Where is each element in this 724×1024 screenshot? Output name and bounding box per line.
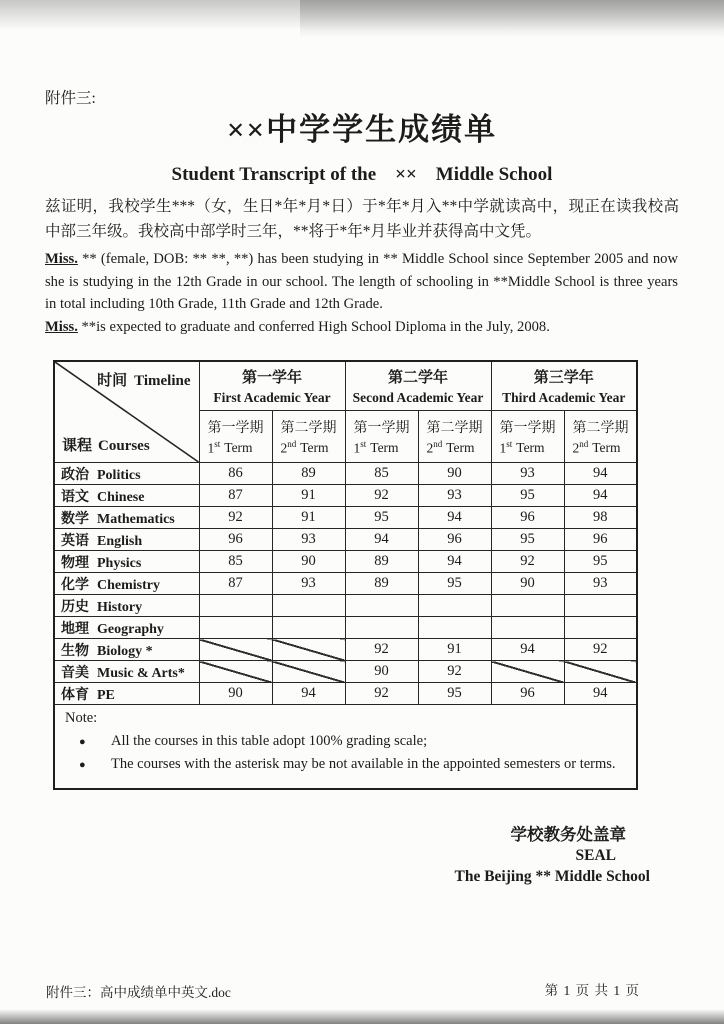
grade-cell [272, 595, 345, 617]
term-5-cn: 第一学期 [499, 420, 556, 436]
courses-header-cn: 课程 [62, 438, 93, 454]
grade-cell [272, 617, 345, 639]
grade-cell: 93 [418, 485, 491, 507]
transcript-table [53, 360, 638, 790]
grade-cell: 90 [345, 661, 418, 683]
term-6-en: 2nd Term [572, 438, 621, 456]
year-3-cn: 第三学年 [533, 370, 594, 387]
term-4-cn: 第二学期 [426, 420, 483, 436]
grade-cell: 86 [199, 463, 272, 485]
grade-cell: 96 [564, 529, 637, 551]
year-3-en: Third Academic Year [502, 390, 626, 406]
grade-cell [345, 617, 418, 639]
course-label: 数学 Mathematics [54, 507, 199, 529]
grade-cell: 95 [345, 507, 418, 529]
grade-cell: 85 [345, 463, 418, 485]
grade-cell: 93 [491, 463, 564, 485]
course-row-politics [54, 463, 637, 485]
course-label: 化学 Chemistry [54, 573, 199, 595]
grade-cell: 89 [272, 463, 345, 485]
grade-cell: 96 [418, 529, 491, 551]
grade-cell: 89 [345, 573, 418, 595]
grade-cell [345, 595, 418, 617]
grade-cell: 92 [345, 485, 418, 507]
grade-cell: 94 [564, 683, 637, 705]
table-row-academic-years [54, 361, 637, 411]
grade-cell: 92 [564, 639, 637, 661]
note-text: All the courses in this table adopt 100% grading scale; [111, 733, 428, 749]
term-header-5 [491, 411, 564, 463]
term-header-1 [199, 411, 272, 463]
grade-cell: 94 [272, 683, 345, 705]
grade-cell: 93 [564, 573, 637, 595]
grade-cell: 98 [564, 507, 637, 529]
term-header-2 [272, 411, 345, 463]
course-label: 历史 History [54, 595, 199, 617]
course-label: 地理 Geography [54, 617, 199, 639]
seal-line-seal: SEAL [575, 847, 616, 864]
course-row-pe [54, 683, 637, 705]
grade-cell [491, 595, 564, 617]
term-4-en: 2nd Term [426, 438, 475, 456]
course-row-music-arts [54, 661, 637, 683]
year-header-1 [199, 361, 345, 411]
grade-cell: 90 [272, 551, 345, 573]
courses-header [62, 434, 150, 455]
year-2-en: Second Academic Year [352, 390, 484, 406]
grade-cell: 91 [418, 639, 491, 661]
grade-cell [564, 661, 637, 683]
grade-cell: 93 [272, 573, 345, 595]
bullet-icon: ● [79, 759, 86, 771]
grade-cell: 90 [199, 683, 272, 705]
course-label: 体育 PE [54, 683, 199, 705]
term-header-3 [345, 411, 418, 463]
term-3-en: 1st Term [353, 438, 399, 456]
course-row-history [54, 595, 637, 617]
seal-block [455, 824, 651, 887]
course-row-mathematics [54, 507, 637, 529]
timeline-header-cn: 时间 [97, 373, 128, 389]
year-header-3 [491, 361, 637, 411]
page-subtitle: Student Transcript of the ×× Middle School [171, 164, 553, 185]
term-1-en: 1st Term [207, 438, 253, 456]
term-1-cn: 第一学期 [207, 420, 264, 436]
grade-cell: 92 [345, 639, 418, 661]
term-header-6 [564, 411, 637, 463]
note-bullet-line [65, 756, 626, 773]
grade-cell: 90 [491, 573, 564, 595]
grade-cell: 91 [272, 485, 345, 507]
grade-cell [272, 639, 345, 661]
grade-cell: 96 [491, 507, 564, 529]
courses-header-en: Courses [98, 438, 150, 454]
grade-cell [491, 617, 564, 639]
term-3-cn: 第一学期 [353, 420, 410, 436]
term-5-en: 1st Term [499, 438, 545, 456]
grade-cell [199, 617, 272, 639]
miss-label-1: Miss. [45, 251, 78, 267]
grade-cell [199, 639, 272, 661]
course-label: 物理 Physics [54, 551, 199, 573]
grade-cell: 95 [418, 683, 491, 705]
grade-cell: 94 [564, 463, 637, 485]
grade-cell: 94 [564, 485, 637, 507]
seal-line-school: The Beijing ** Middle School [454, 868, 650, 885]
note-cell [54, 705, 637, 790]
course-label: 生物 Biology * [54, 639, 199, 661]
scan-shadow-bottom [0, 1009, 724, 1024]
grade-cell [199, 595, 272, 617]
term-2-cn: 第二学期 [280, 420, 337, 436]
course-label: 语文 Chinese [54, 485, 199, 507]
grade-cell [564, 617, 637, 639]
course-row-chemistry [54, 573, 637, 595]
timeline-header [97, 369, 190, 390]
grade-cell: 89 [345, 551, 418, 573]
grade-cell: 92 [199, 507, 272, 529]
note-bullet-line [65, 733, 626, 750]
year-2-cn: 第二学年 [387, 370, 448, 387]
grade-cell: 96 [491, 683, 564, 705]
attachment-label: 附件三: [45, 90, 96, 107]
course-label: 英语 English [54, 529, 199, 551]
year-header-2 [345, 361, 491, 411]
footer-page-number: 第 1 页 共 1 页 [544, 983, 640, 998]
course-row-biology [54, 639, 637, 661]
year-1-en: First Academic Year [213, 390, 331, 406]
intro-paragraph-chinese: 兹证明，我校学生***（女，生日*年*月*日）于*年*月入**中学就读高中，现正在读我校高中部三年级。我校高中部学时三年，**将于*年*月毕业并获得高中文凭。 [45, 198, 679, 240]
grade-cell: 92 [491, 551, 564, 573]
course-row-geography [54, 617, 637, 639]
grade-cell: 87 [199, 485, 272, 507]
grade-cell: 90 [418, 463, 491, 485]
course-row-chinese [54, 485, 637, 507]
bullet-icon: ● [79, 736, 86, 748]
grade-cell [418, 595, 491, 617]
grade-cell: 95 [491, 529, 564, 551]
grade-cell [418, 617, 491, 639]
timeline-header-en: Timeline [134, 373, 191, 389]
page-title: ××中学学生成绩单 [226, 112, 498, 147]
grade-cell: 95 [564, 551, 637, 573]
grade-cell: 94 [418, 551, 491, 573]
corner-header-cell [54, 361, 199, 463]
grade-cell: 92 [345, 683, 418, 705]
footer-filename: 附件三：高中成绩单中英文.doc [46, 985, 231, 1000]
note-row [54, 705, 637, 790]
grade-cell: 94 [418, 507, 491, 529]
intro-paragraph-english [45, 248, 678, 338]
course-label: 政治 Politics [54, 463, 199, 485]
grade-cell: 91 [272, 507, 345, 529]
note-title: Note: [65, 710, 98, 726]
grade-cell [491, 661, 564, 683]
grade-cell: 92 [418, 661, 491, 683]
grade-cell: 95 [491, 485, 564, 507]
scan-shadow-top-right [300, 0, 724, 38]
course-row-english [54, 529, 637, 551]
grade-cell: 93 [272, 529, 345, 551]
miss-label-2: Miss. [45, 318, 78, 335]
grade-cell: 94 [345, 529, 418, 551]
grade-cell: 94 [491, 639, 564, 661]
note-text: The courses with the asterisk may be not available in the appointed semesters or terms. [111, 756, 616, 772]
term-6-cn: 第二学期 [572, 420, 629, 436]
grade-cell [199, 661, 272, 683]
seal-line-cn: 学校教务处盖章 [510, 825, 626, 844]
year-1-cn: 第一学年 [241, 370, 302, 387]
grade-cell [564, 595, 637, 617]
intro-en-p1-text: ** (female, DOB: ** **, **) has been studying in ** Middle School since September 2005 and now she is studying in the 12th Grade in our school. The length of schooling in **Middle School is three years in total including 10th Grade, 11th Grade and 12th Grade. [45, 251, 678, 312]
grade-cell: 95 [418, 573, 491, 595]
intro-en-p2-text: **is expected to graduate and conferred High School Diploma in the July, 2008. [77, 318, 550, 335]
term-2-en: 2nd Term [280, 438, 329, 456]
grade-cell: 85 [199, 551, 272, 573]
grade-cell: 96 [199, 529, 272, 551]
course-label: 音美 Music & Arts* [54, 661, 199, 683]
grade-cell [272, 661, 345, 683]
intro-en-paragraph-2 [45, 316, 678, 339]
intro-en-paragraph-1 [45, 248, 678, 316]
course-row-physics [54, 551, 637, 573]
grade-cell: 87 [199, 573, 272, 595]
term-header-4 [418, 411, 491, 463]
